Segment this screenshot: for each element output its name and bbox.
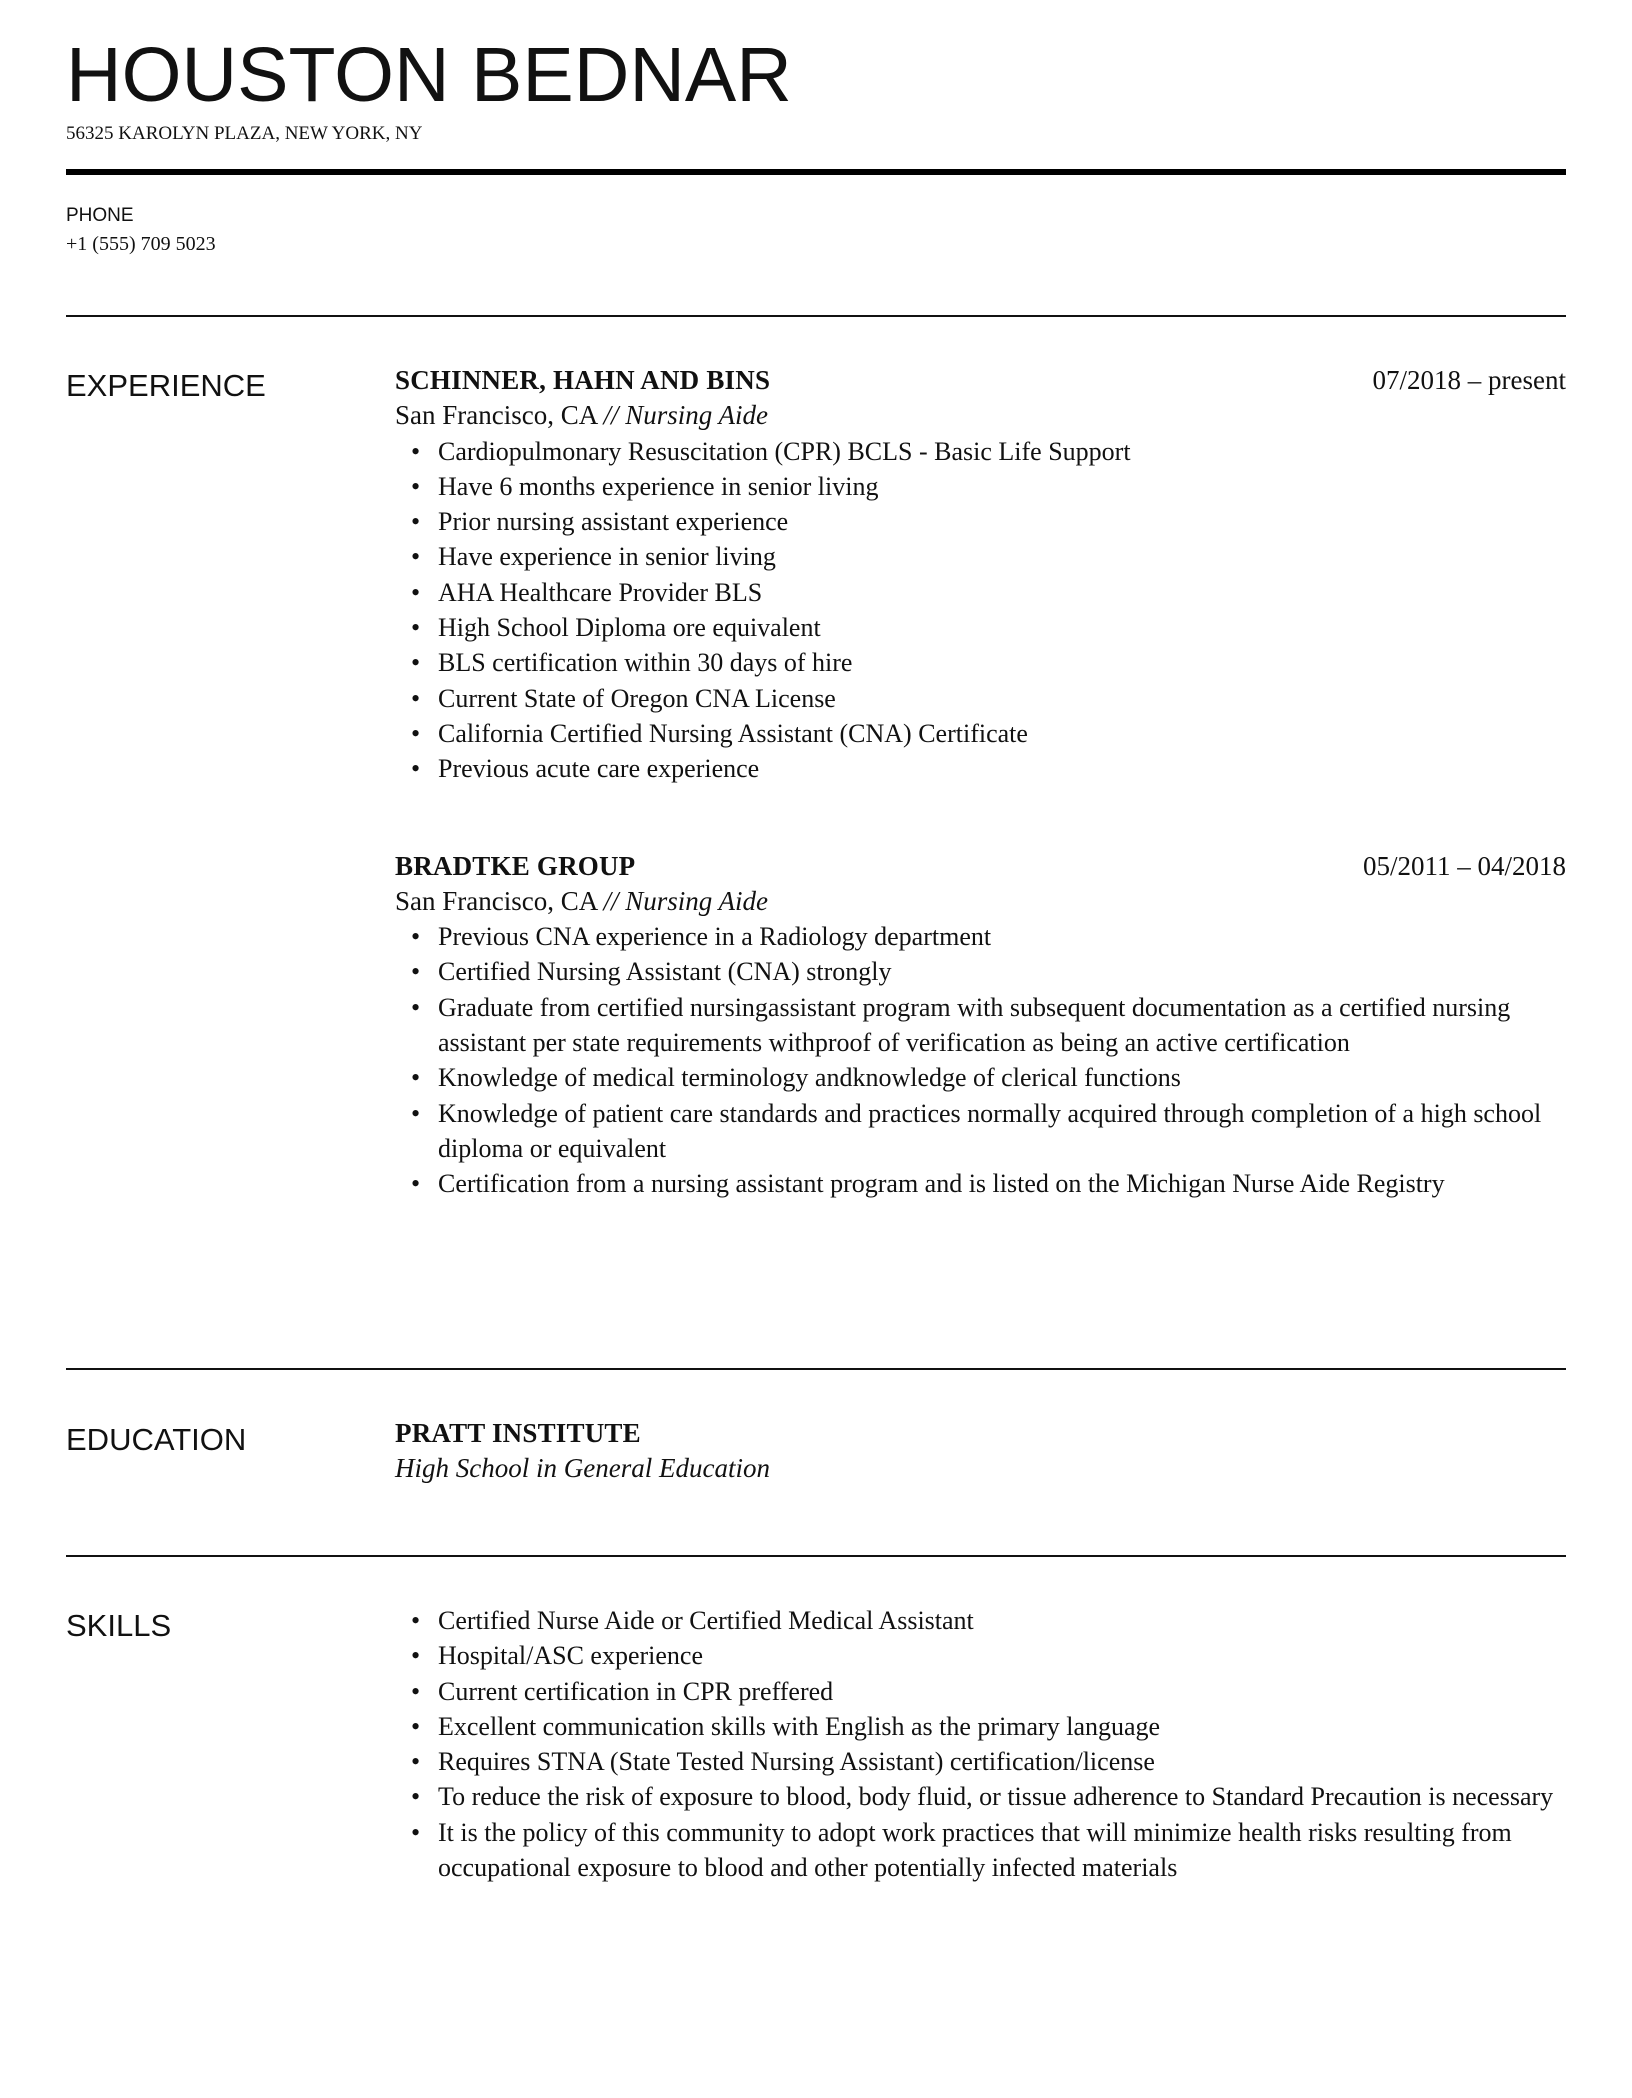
- job-employer: BRADTKE GROUP: [395, 850, 636, 881]
- list-item: • It is the policy of this community to adopt work practices that will minimize health risks resulting from occupational exposure to blood and other potentially infected materials: [438, 1815, 1566, 1886]
- job-role: Nursing Aide: [625, 885, 769, 916]
- phone-value: +1 (555) 709 5023: [66, 233, 216, 255]
- list-item: • Cardiopulmonary Resuscitation (CPR) BCLS - Basic Life Support: [438, 434, 1566, 469]
- list-item: • Previous CNA experience in a Radiology department: [438, 919, 1566, 954]
- job-entry: [395, 849, 1566, 1202]
- job-header: [395, 363, 1566, 398]
- job-location-line: [395, 398, 1566, 433]
- list-item: • Have 6 months experience in senior living: [438, 469, 1566, 504]
- education-heading: EDUCATION: [66, 1422, 247, 1457]
- education-content: [395, 1416, 1566, 1487]
- job-bullets: [395, 919, 1566, 1201]
- list-item: • High School Diploma ore equivalent: [438, 610, 1566, 645]
- section-divider: [66, 1555, 1566, 1557]
- header-divider: [66, 169, 1566, 175]
- list-item: • Current State of Oregon CNA License: [438, 681, 1566, 716]
- job-location: San Francisco, CA: [395, 400, 597, 431]
- experience-content: [395, 363, 1566, 1264]
- job-role: Nursing Aide: [625, 400, 769, 431]
- list-item: • Certified Nursing Assistant (CNA) strongly: [438, 954, 1566, 989]
- list-item: • To reduce the risk of exposure to blood, body fluid, or tissue adherence to Standard Precaution is necessary: [438, 1779, 1566, 1814]
- list-item: • Prior nursing assistant experience: [438, 504, 1566, 539]
- section-divider: [66, 315, 1566, 317]
- job-header: [395, 849, 1566, 884]
- school-name: PRATT INSTITUTE: [395, 1418, 641, 1448]
- list-item: • Certified Nurse Aide or Certified Medical Assistant: [438, 1603, 1566, 1638]
- job-bullets: [395, 434, 1566, 787]
- skills-heading: SKILLS: [66, 1608, 172, 1643]
- list-item: • AHA Healthcare Provider BLS: [438, 575, 1566, 610]
- phone-label: PHONE: [66, 205, 134, 226]
- list-item: • Previous acute care experience: [438, 751, 1566, 786]
- experience-heading: EXPERIENCE: [66, 368, 266, 403]
- skills-list: [395, 1603, 1566, 1885]
- candidate-address: 56325 KAROLYN PLAZA, NEW YORK, NY: [66, 123, 423, 144]
- list-item: • Excellent communication skills with English as the primary language: [438, 1709, 1566, 1744]
- job-location-line: [395, 884, 1566, 919]
- list-item: • Have experience in senior living: [438, 539, 1566, 574]
- candidate-name: HOUSTON BEDNAR: [66, 32, 792, 118]
- list-item: • Graduate from certified nursingassistant program with subsequent documentation as a certified nursing assistant per state requirements withproof of verification as being an active certification: [438, 990, 1566, 1061]
- skills-content: [395, 1603, 1566, 1885]
- job-dates: 05/2011 – 04/2018: [1362, 850, 1566, 881]
- list-item: • Certification from a nursing assistant program and is listed on the Michigan Nurse Aide Registry: [438, 1166, 1566, 1201]
- job-employer: SCHINNER, HAHN AND BINS: [395, 365, 771, 395]
- list-item: • Knowledge of medical terminology andknowledge of clerical functions: [438, 1060, 1566, 1095]
- list-item: • BLS certification within 30 days of hire: [438, 645, 1566, 680]
- job-separator: //: [603, 885, 619, 916]
- job-entry: [395, 363, 1566, 787]
- degree: High School in General Education: [395, 1453, 770, 1484]
- section-divider: [66, 1368, 1566, 1370]
- list-item: • Requires STNA (State Tested Nursing Assistant) certification/license: [438, 1744, 1566, 1779]
- list-item: • Knowledge of patient care standards and practices normally acquired through completion of a high school diploma or equivalent: [438, 1096, 1566, 1167]
- job-location: San Francisco, CA: [395, 885, 597, 916]
- list-item: • Current certification in CPR preffered: [438, 1674, 1566, 1709]
- list-item: • Hospital/ASC experience: [438, 1638, 1566, 1673]
- job-dates: 07/2018 – present: [1372, 365, 1566, 395]
- list-item: • California Certified Nursing Assistant (CNA) Certificate: [438, 716, 1566, 751]
- job-separator: //: [603, 400, 619, 431]
